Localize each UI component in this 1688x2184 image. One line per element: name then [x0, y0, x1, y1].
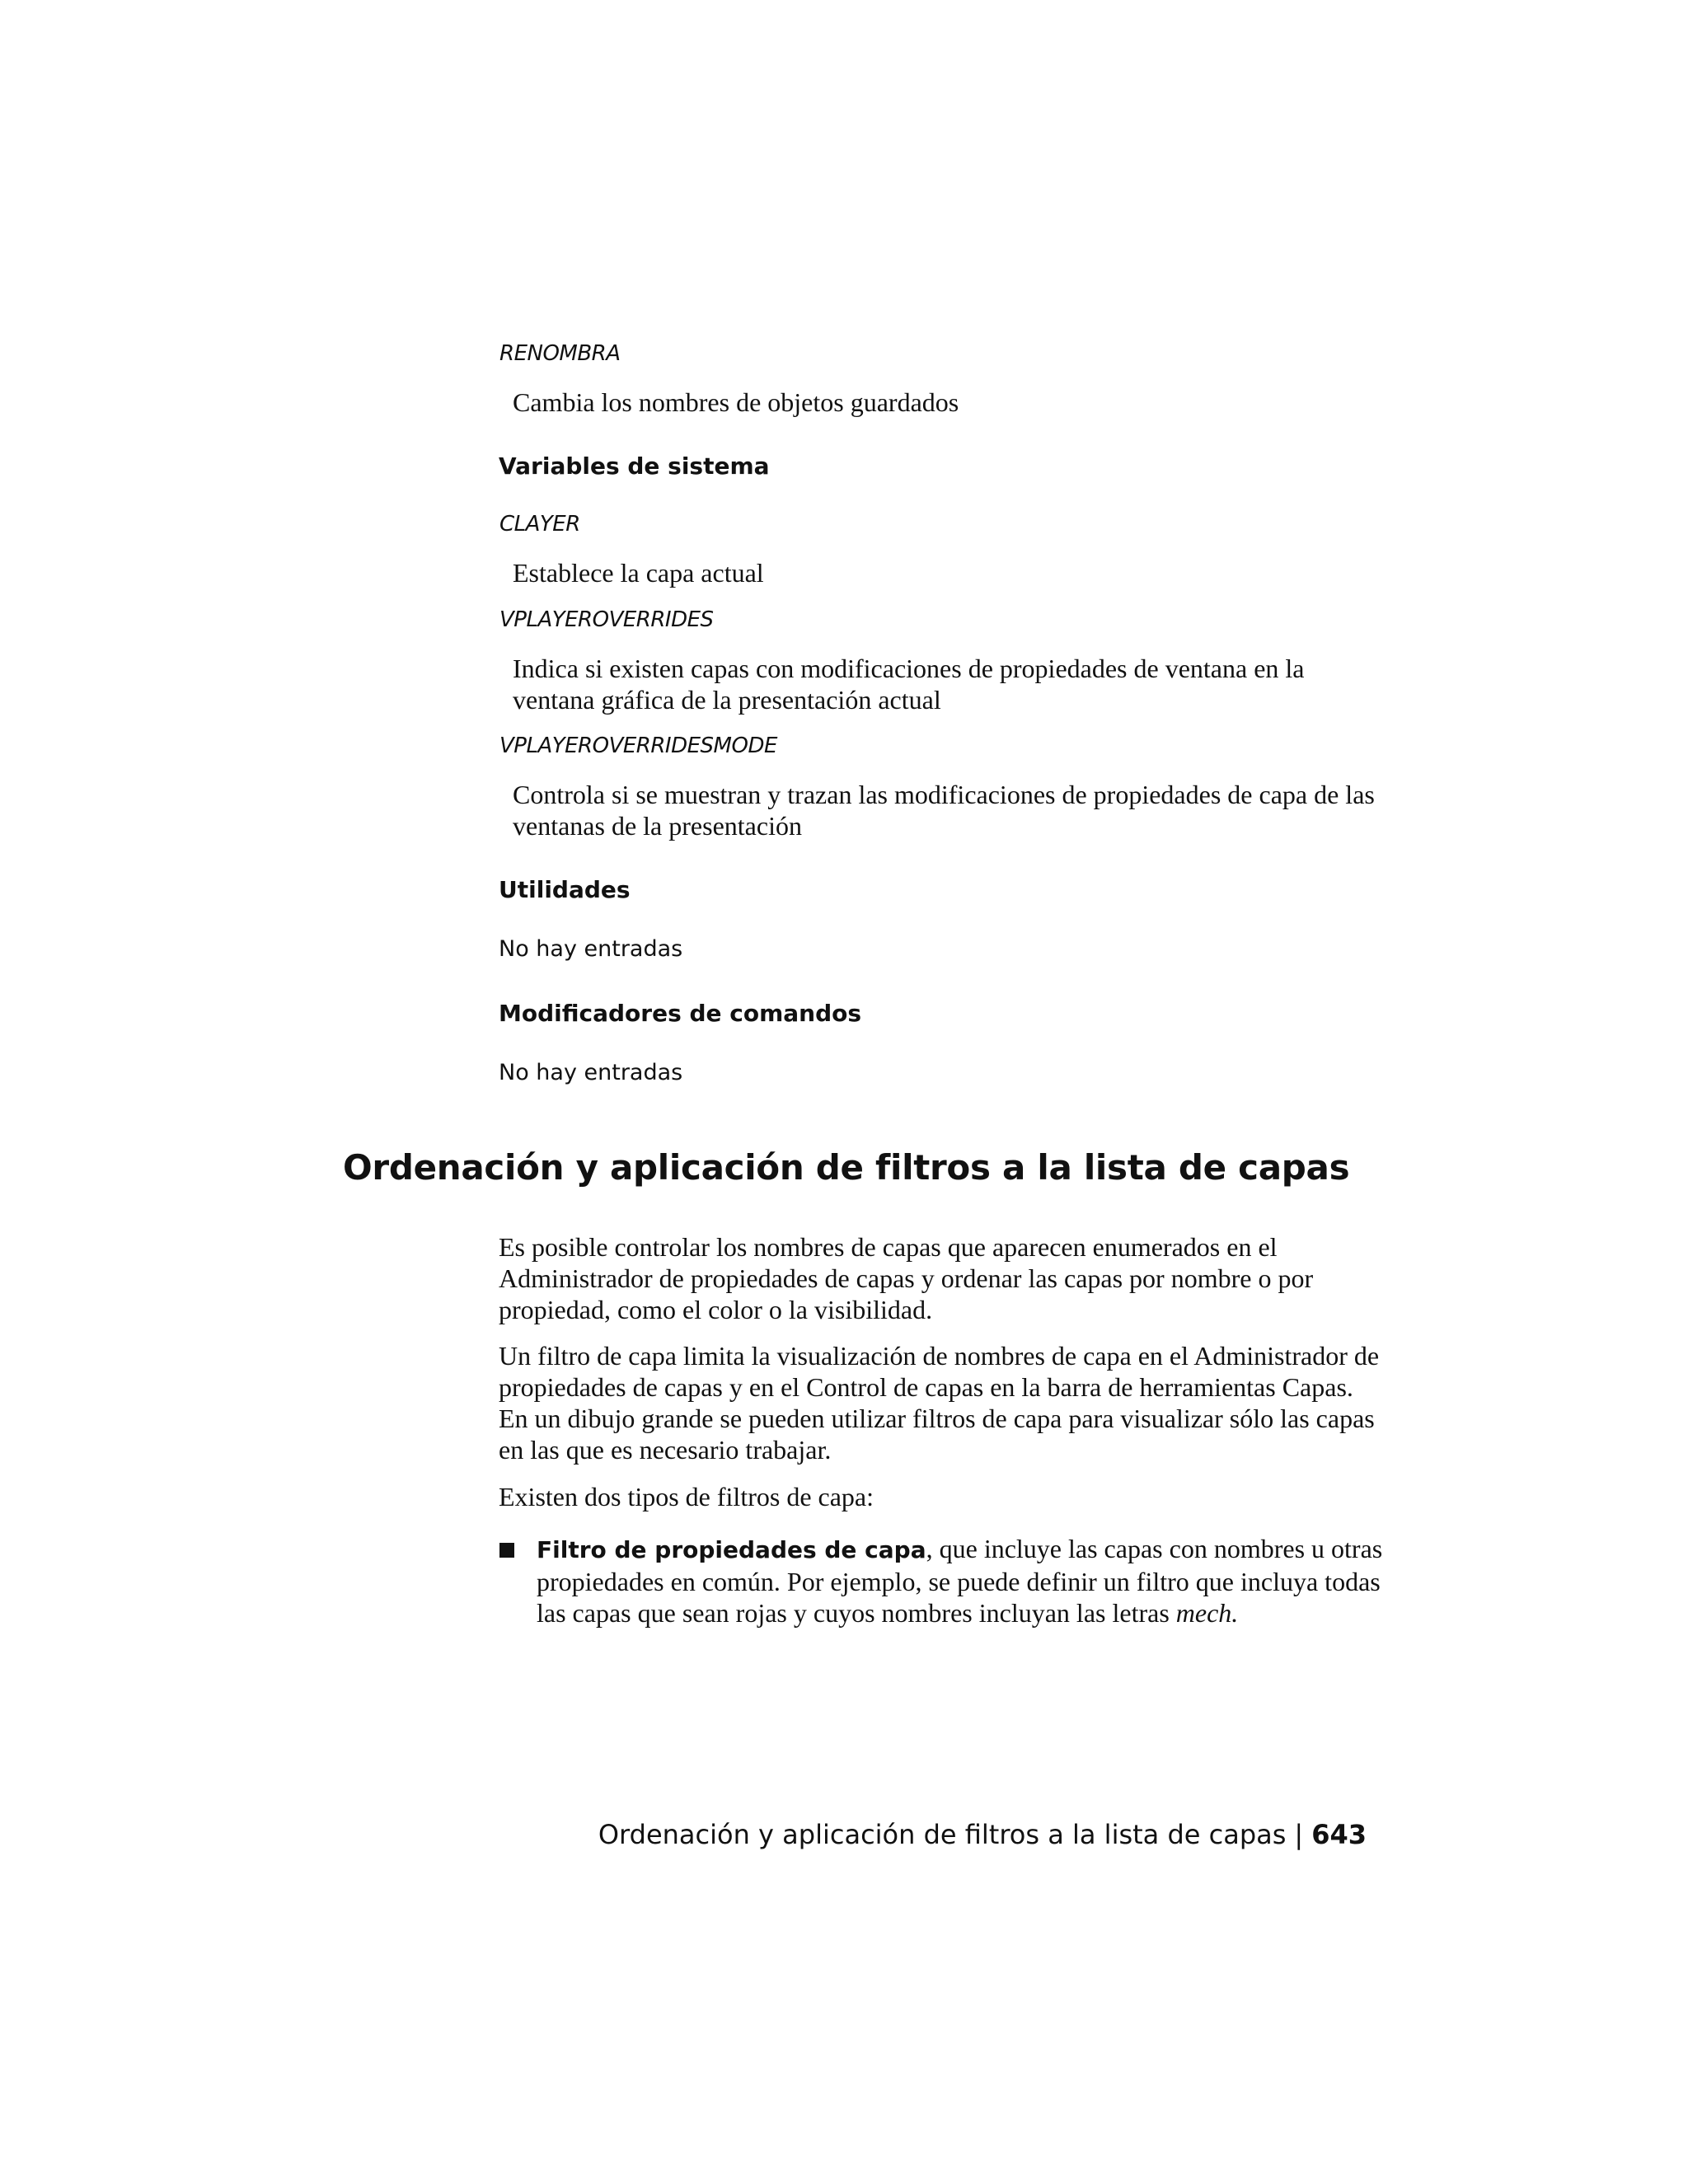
sysvar-name-clayer: CLAYER [499, 512, 580, 537]
utilities-heading: Utilidades [499, 876, 631, 903]
page-number: 643 [1311, 1819, 1367, 1850]
bullet-emphasis: mech. [1175, 1598, 1239, 1628]
command-modifiers-heading: Modificadores de comandos [499, 1000, 862, 1027]
command-name-renombra: RENOMBRA [499, 341, 621, 366]
utilities-text: No hay entradas [499, 936, 683, 962]
sysvar-description-vplayeroverridesmode: Controla si se muestran y trazan las modificaciones de propiedades de capa de las ventanas de la presentación [513, 780, 1375, 841]
footer-running-title: Ordenación y aplicación de filtros a la lista de capas [598, 1819, 1287, 1850]
sysvar-name-vplayeroverrides: VPLAYEROVERRIDES [499, 607, 714, 632]
bullet-square-icon [499, 1543, 514, 1558]
bullet-item [537, 1533, 1386, 1629]
bullet-term: Filtro de propiedades de capa [537, 1536, 926, 1563]
section-paragraph: Es posible controlar los nombres de capas que aparecen enumerados en el Administrador de propiedades de capas y ordenar las capas por nombre o por propiedad, como el color o la visibilidad. [499, 1232, 1314, 1324]
section-paragraph: Un filtro de capa limita la visualización de nombres de capa en el Administrador de propiedades de capas y en el Control de capas en la barra de herramientas Capas. En un dibujo grande se pueden utilizar filtros de capa para visualizar sólo las capas en las que es necesario trabajar. [499, 1341, 1380, 1465]
footer-separator: | [1294, 1819, 1304, 1850]
section-title: Ordenación y aplicación de filtros a la lista de capas [343, 1147, 1350, 1188]
page-footer [598, 1819, 1367, 1850]
command-description-renombra: Cambia los nombres de objetos guardados [513, 387, 959, 417]
command-modifiers-text: No hay entradas [499, 1060, 683, 1085]
system-variables-heading: Variables de sistema [499, 452, 770, 480]
sysvar-description-vplayeroverrides: Indica si existen capas con modificaciones de propiedades de ventana en la ventana gráfica de la presentación actual [513, 654, 1305, 715]
section-paragraph: Existen dos tipos de filtros de capa: [499, 1482, 874, 1511]
bullet-body: , que incluye las capas con nombres u otras propiedades en común. Por ejemplo, se puede definir un filtro que incluya todas las capas que sean rojas y cuyos nombres incluyan las letras [537, 1534, 1383, 1628]
sysvar-description-clayer: Establece la capa actual [513, 558, 764, 588]
sysvar-name-vplayeroverridesmode: VPLAYEROVERRIDESMODE [499, 733, 777, 758]
